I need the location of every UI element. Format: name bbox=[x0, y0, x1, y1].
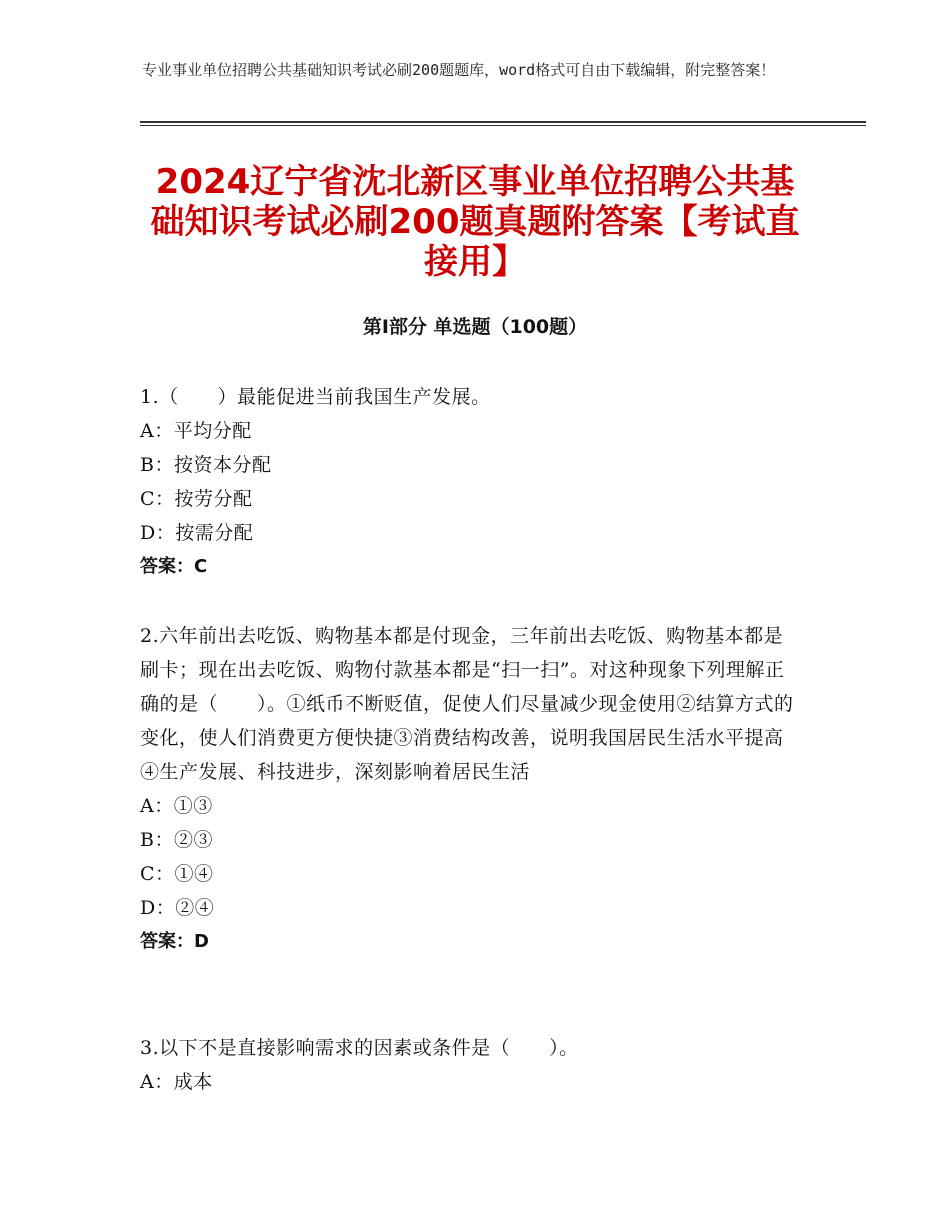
option-d: D：②④ bbox=[140, 897, 215, 919]
question-2 bbox=[140, 619, 800, 959]
question-3 bbox=[140, 1031, 800, 1099]
header-divider-thick bbox=[140, 121, 866, 123]
option-c: C：按劳分配 bbox=[140, 488, 253, 510]
document-title: 2024辽宁省沈北新区事业单位招聘公共基础知识考试必刷200题真题附答案【考试直接用】 bbox=[150, 162, 800, 282]
option-b: B：②③ bbox=[140, 829, 213, 851]
question-stem: 2.六年前出去吃饭、购物基本都是付现金，三年前出去吃饭、购物基本都是刷卡；现在出去吃饭、购物付款基本都是“扫一扫”。对这种现象下列理解正确的是（ ）。①纸币不断贬值，促使人们尽量减少现金使用②结算方式的变化，使人们消费更方便快捷③消费结构改善，说明我国居民生活水平提高④生产发展、科技进步，深刻影响着居民生活 bbox=[140, 625, 794, 783]
option-b: B：按资本分配 bbox=[140, 454, 272, 476]
answer-line: 答案：D bbox=[140, 931, 209, 952]
answer-line: 答案：C bbox=[140, 556, 208, 577]
option-a: A：平均分配 bbox=[140, 420, 252, 442]
question-1 bbox=[140, 380, 800, 584]
section-heading: 第Ⅰ部分 单选题（100题） bbox=[362, 316, 588, 338]
header-note: 专业事业单位招聘公共基础知识考试必刷200题题库，word格式可自由下载编辑，附完整答案！ bbox=[142, 61, 776, 79]
option-d: D：按需分配 bbox=[140, 522, 254, 544]
header-divider-thin bbox=[140, 125, 866, 126]
question-stem: 1.（ ）最能促进当前我国生产发展。 bbox=[140, 386, 491, 408]
question-stem: 3.以下不是直接影响需求的因素或条件是（ ）。 bbox=[140, 1037, 579, 1059]
option-c: C：①④ bbox=[140, 863, 214, 885]
option-a: A：成本 bbox=[140, 1071, 213, 1093]
option-a: A：①③ bbox=[140, 795, 213, 817]
